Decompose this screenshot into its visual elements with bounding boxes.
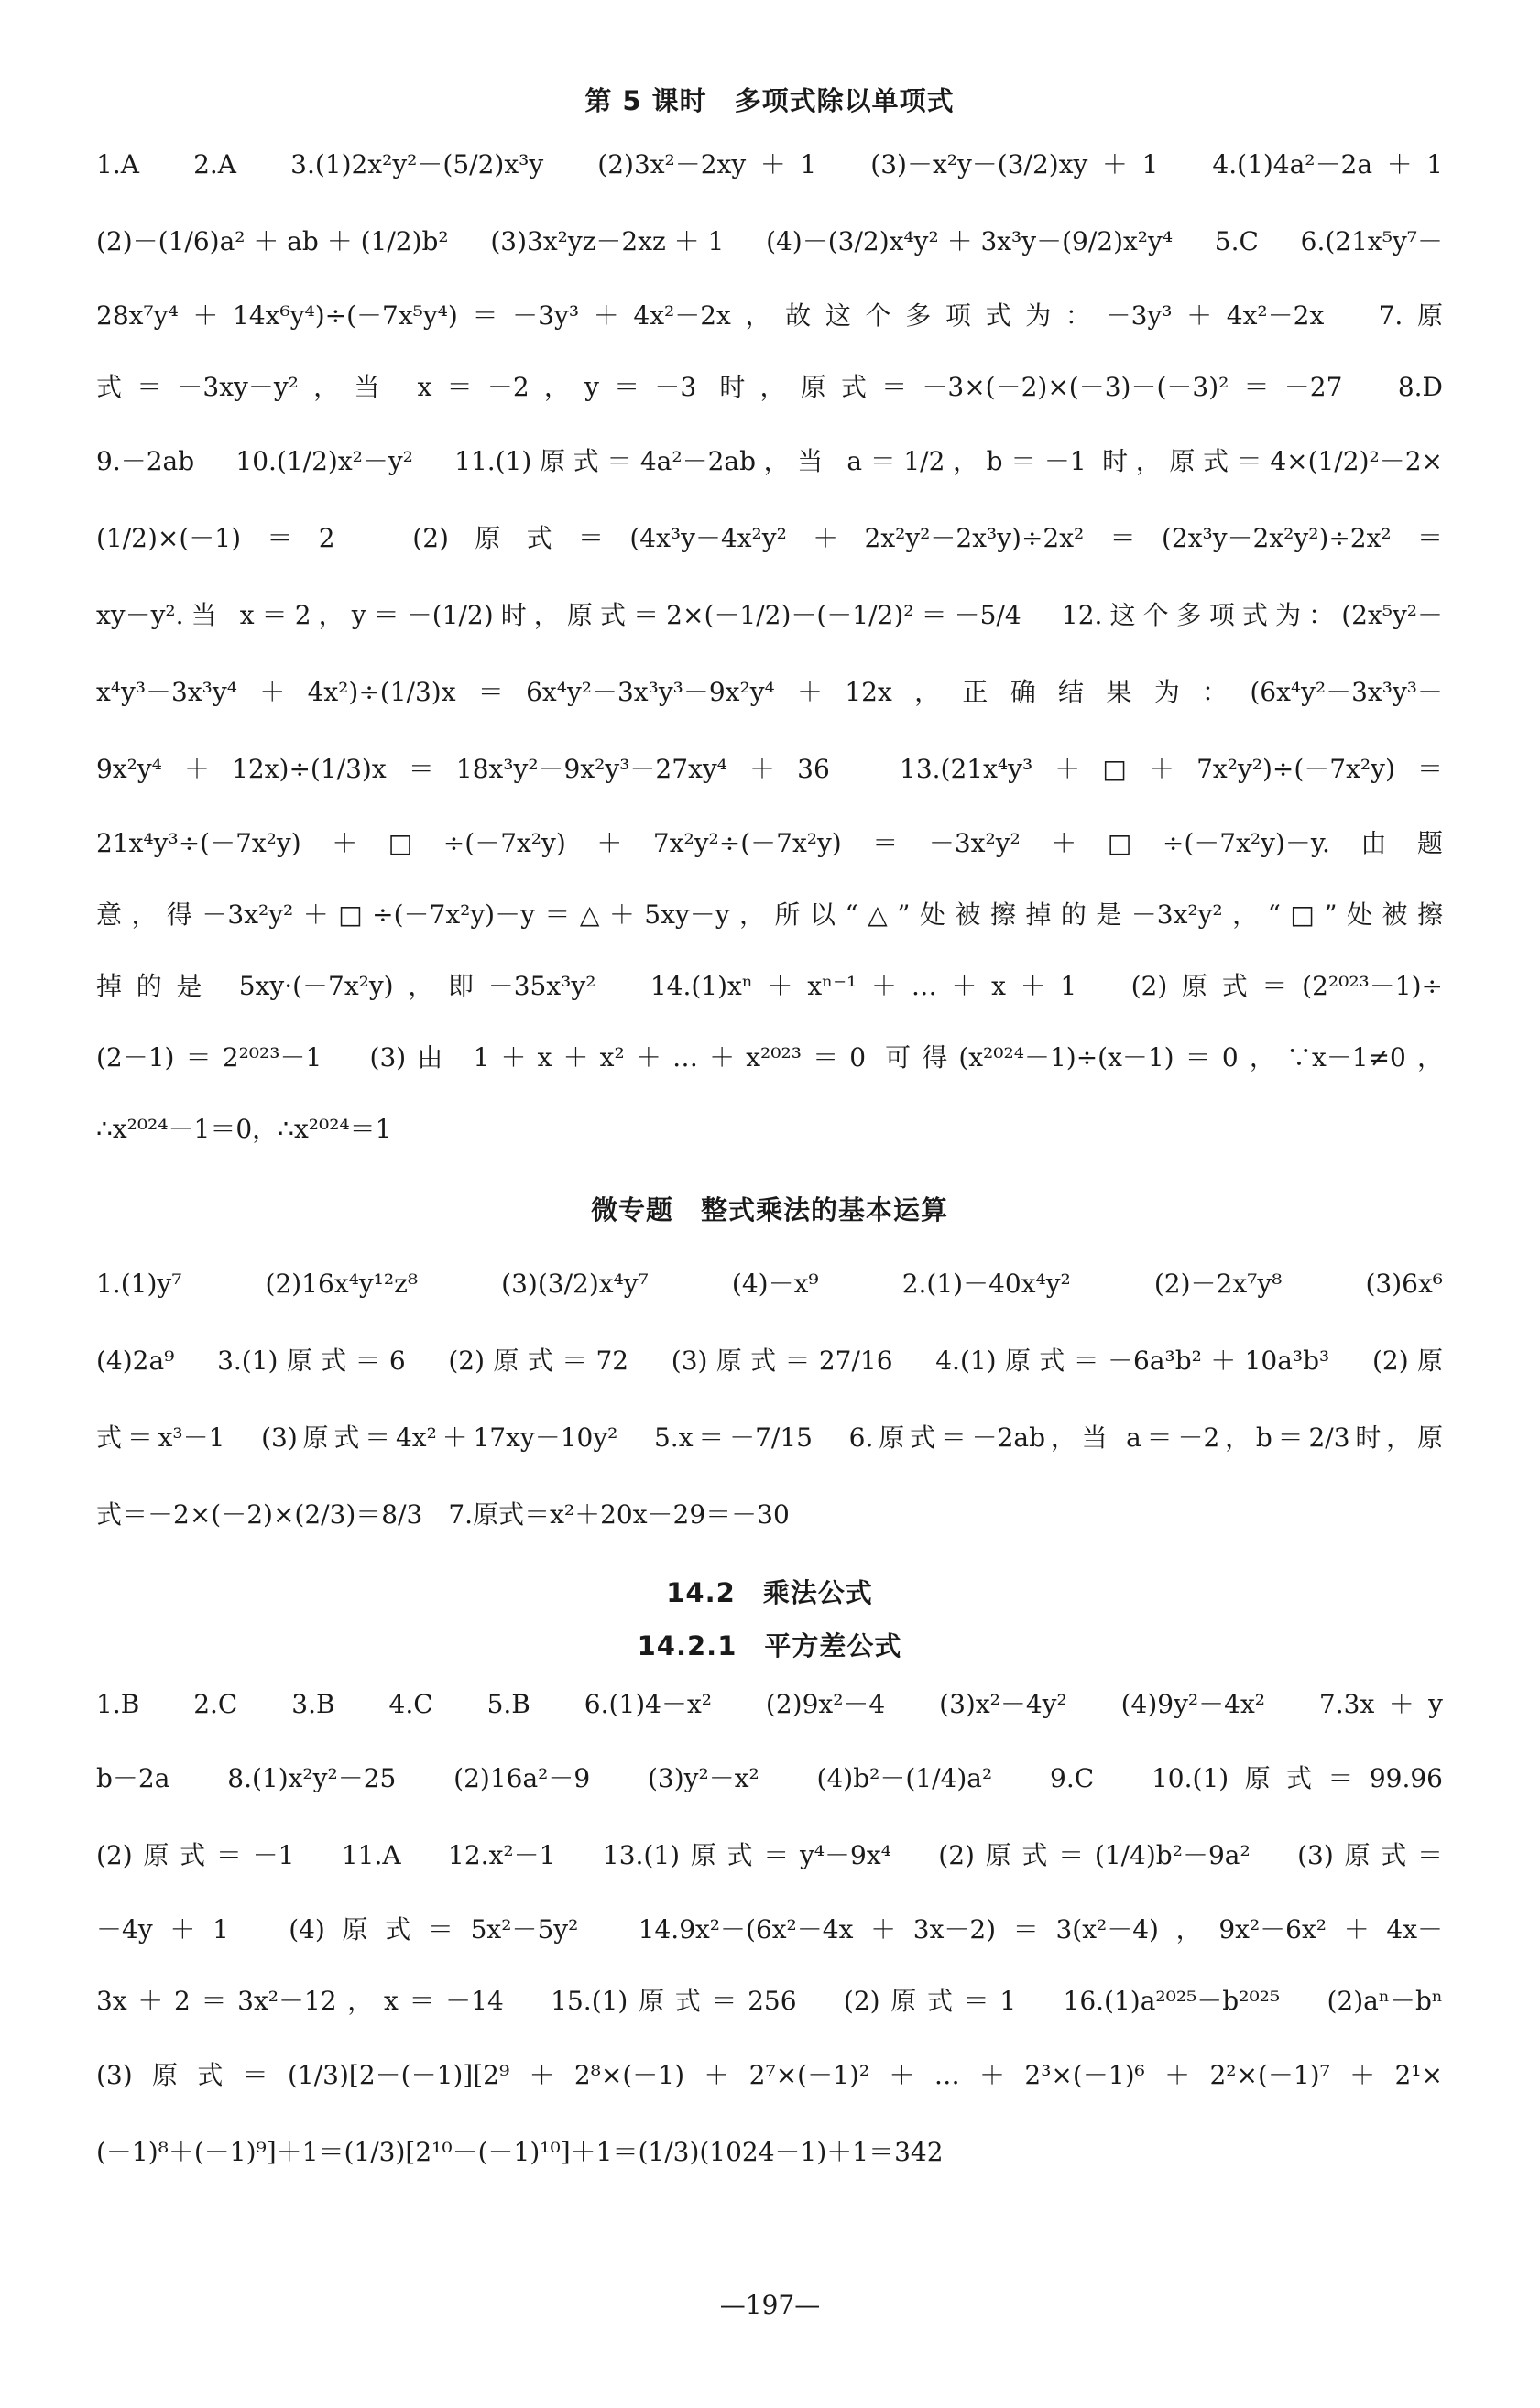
answer-line: (3)原式＝(1/3)[2－(－1)][2⁹＋2⁸×(－1)＋2⁷×(－1)²＋…＋2³×(－1)⁶＋2²×(－1)⁷＋2¹× xyxy=(96,2060,1443,2090)
answer-line: 9.－2ab 10.(1/2)x²－y² 11.(1)原式＝4a²－2ab，当 a＝1/2，b＝－1 时，原式＝4×(1/2)²－2× xyxy=(96,446,1443,476)
answer-line: 1.A 2.A 3.(1)2x²y²－(5/2)x³y (2)3x²－2xy＋1 (3)－x²y－(3/2)xy＋1 4.(1)4a²－2a＋1 xyxy=(96,149,1443,180)
lesson5-heading: 第 5 课时 多项式除以单项式 xyxy=(584,85,955,116)
lesson5-answers xyxy=(96,126,1443,1165)
subsection-heading: 14.2.1 平方差公式 xyxy=(637,1630,902,1662)
answer-line: (2)－(1/6)a²＋ab＋(1/2)b² (3)3x²yz－2xz＋1 (4)－(3/2)x⁴y²＋3x³y－(9/2)x²y⁴ 5.C 6.(21x⁵y⁷－ xyxy=(96,226,1443,256)
answer-line: (2)原式＝－1 11.A 12.x²－1 13.(1)原式＝y⁴－9x⁴ (2)原式＝(1/4)b²－9a² (3)原式＝ xyxy=(96,1840,1443,1870)
answer-line: 28x⁷y⁴＋14x⁶y⁴)÷(－7x⁵y⁴)＝－3y³＋4x²－2x，故这个多项式为：－3y³＋4x²－2x 7.原 xyxy=(96,300,1443,331)
answer-line: 式＝－3xy－y²，当 x＝－2，y＝－3 时，原式＝－3×(－2)×(－3)－(－3)²＝－27 8.D xyxy=(96,372,1443,402)
special-topic-heading: 微专题 整式乘法的基本运算 xyxy=(590,1194,948,1226)
section-heading: 14.2 乘法公式 xyxy=(666,1577,873,1608)
answer-line: 1.B 2.C 3.B 4.C 5.B 6.(1)4－x² (2)9x²－4 (3)x²－4y² (4)9y²－4x² 7.3x＋y xyxy=(96,1689,1443,1719)
answer-line: x⁴y³－3x³y⁴＋4x²)÷(1/3)x＝6x⁴y²－3x³y³－9x²y⁴＋12x，正确结果为：(6x⁴y²－3x³y³－ xyxy=(96,677,1443,707)
answer-line: ∴x²⁰²⁴－1＝0，∴x²⁰²⁴＝1 xyxy=(96,1114,392,1144)
square-difference-answers xyxy=(96,1669,1443,2191)
answer-line: 意，得－3x²y²＋□÷(－7x²y)－y＝△＋5xy－y，所以“△”处被擦掉的是－3x²y²，“□”处被擦 xyxy=(96,899,1443,930)
answer-line: 1.(1)y⁷ (2)16x⁴y¹²z⁸ (3)(3/2)x⁴y⁷ (4)－x⁹ 2.(1)－40x⁴y² (2)－2x⁷y⁸ (3)6x⁶ xyxy=(96,1269,1443,1299)
answer-line: (1/2)×(－1)＝2 (2)原式＝(4x³y－4x²y²＋2x²y²－2x³y)÷2x²＝(2x³y－2x²y²)÷2x²＝ xyxy=(96,523,1443,553)
page-content xyxy=(96,75,1443,2191)
answer-line: (－1)⁸＋(－1)⁹]＋1＝(1/3)[2¹⁰－(－1)¹⁰]＋1＝(1/3)(1024－1)＋1＝342 xyxy=(96,2137,944,2167)
answer-line: －4y＋1 (4)原式＝5x²－5y² 14.9x²－(6x²－4x＋3x－2)＝3(x²－4)，9x²－6x²＋4x－ xyxy=(96,1914,1443,1945)
special-topic-answers xyxy=(96,1246,1443,1553)
answer-line: b－2a 8.(1)x²y²－25 (2)16a²－9 (3)y²－x² (4)b²－(1/4)a² 9.C 10.(1)原式＝99.96 xyxy=(96,1763,1443,1793)
answer-line: 21x⁴y³÷(－7x²y)＋□÷(－7x²y)＋7x²y²÷(－7x²y)＝－3x²y²＋□÷(－7x²y)－y.由题 xyxy=(96,828,1443,858)
answer-line: 式＝x³－1 (3)原式＝4x²＋17xy－10y² 5.x＝－7/15 6.原式＝－2ab，当 a＝－2，b＝2/3时，原 xyxy=(96,1422,1443,1453)
answer-line: (2－1)＝2²⁰²³－1 (3)由 1＋x＋x²＋…＋x²⁰²³＝0 可得(x²⁰²⁴－1)÷(x－1)＝0，∵x－1≠0， xyxy=(96,1042,1443,1073)
answer-line: (4)2a⁹ 3.(1)原式＝6 (2)原式＝72 (3)原式＝27/16 4.(1)原式＝－6a³b²＋10a³b³ (2)原 xyxy=(96,1346,1443,1376)
answer-line: 9x²y⁴＋12x)÷(1/3)x＝18x³y²－9x²y³－27xy⁴＋36 13.(21x⁴y³＋□＋7x²y²)÷(－7x²y)＝ xyxy=(96,754,1443,784)
answer-line: 掉的是 5xy·(－7x²y)，即－35x³y² 14.(1)xⁿ＋xⁿ⁻¹＋…＋x＋1 (2)原式＝(2²⁰²³－1)÷ xyxy=(96,971,1443,1001)
answer-line: 式＝－2×(－2)×(2/3)＝8/3 7.原式＝x²＋20x－29＝－30 xyxy=(96,1499,790,1530)
page-number: —197— xyxy=(719,2290,821,2320)
answer-line: 3x＋2＝3x²－12，x＝－14 15.(1)原式＝256 (2)原式＝1 16.(1)a²⁰²⁵－b²⁰²⁵ (2)aⁿ－bⁿ xyxy=(96,1986,1443,2016)
answer-line: xy－y².当 x＝2，y＝－(1/2)时，原式＝2×(－1/2)－(－1/2)²＝－5/4 12.这个多项式为：(2x⁵y²－ xyxy=(96,600,1443,630)
